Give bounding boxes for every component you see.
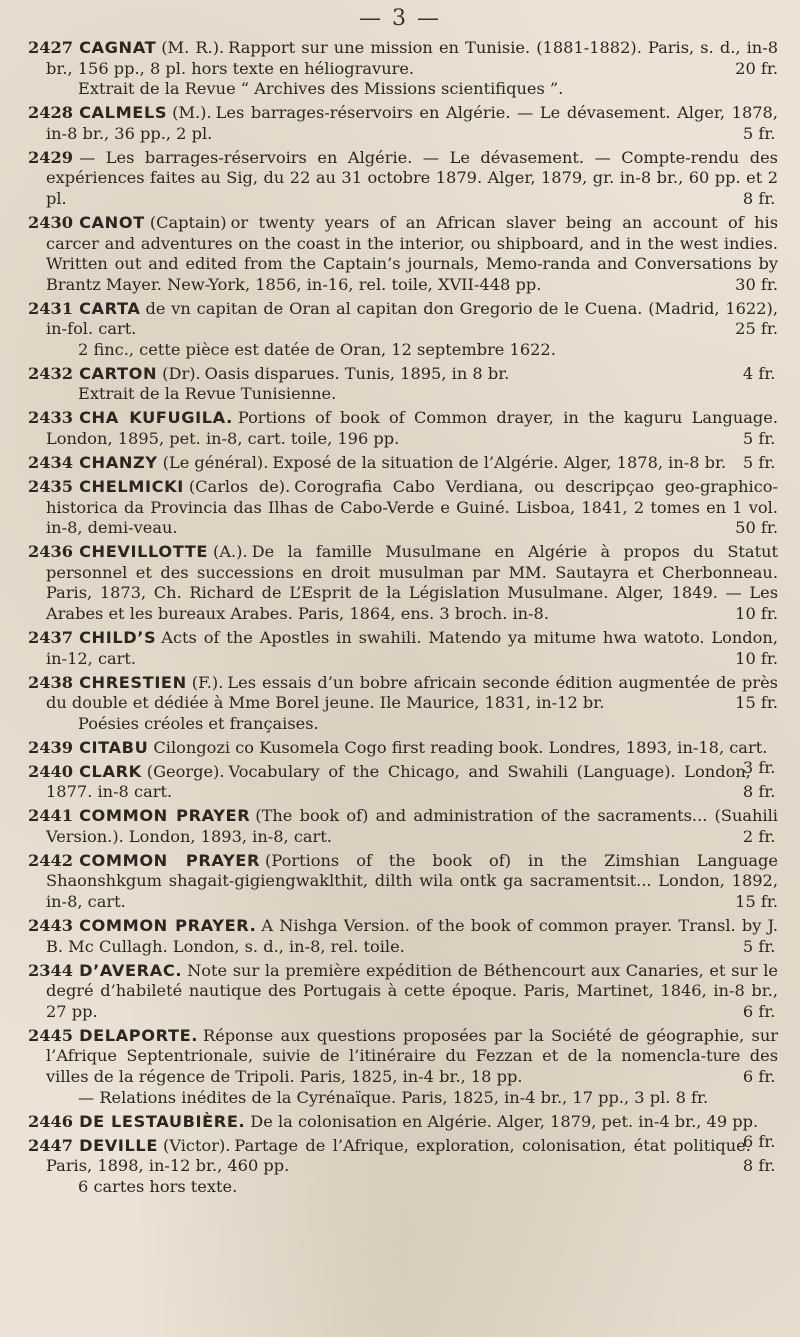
entry-price: 8 fr. bbox=[742, 188, 776, 208]
entry-price: 8 fr. bbox=[742, 782, 776, 802]
entry-author: CHA KUFUGILA. bbox=[79, 408, 233, 428]
entry-author: CHRESTIEN bbox=[79, 672, 187, 692]
catalog-entry bbox=[28, 38, 778, 100]
catalog-entry bbox=[28, 1026, 778, 1108]
entry-description: Portions of book of Common drayer, in the kaguru Language. London, 1895, pet. in-8, cart. toile, 196 pp. bbox=[46, 408, 778, 449]
entry-description: De la famille Musulmane en Algérie à propos du Statut personnel et des successions en droit musulman par MM. Sautayra et Cherbonneau. Paris, 1873, Ch. Richard de L’Esprit de la Législation Musulmane. Alger, 1849. — Les Arabes et les bureaux Arabes. Paris, 1864, ens. 3 broch. in-8. bbox=[46, 542, 778, 623]
entry-note: Poésies créoles et françaises. bbox=[78, 713, 319, 733]
catalog-entry bbox=[28, 542, 778, 624]
catalog-entry bbox=[28, 916, 778, 957]
entry-number: 2428 bbox=[28, 103, 74, 123]
entry-number: 2438 bbox=[28, 672, 74, 692]
entry-price: 5 fr. bbox=[742, 123, 776, 143]
entry-description: A Nishga Version. of the book of common prayer. Transl. by J. B. Mc Cullagh. London, s. d., in-8, rel. toile. bbox=[46, 916, 779, 956]
entry-description: Note sur la première expédition de Béthencourt aux Canaries, et sur le degré d’habileté nautique des Portugais à cette époque. Paris, Martinet, 1846, in-8 br., 27 pp. bbox=[46, 960, 778, 1021]
entry-number: 2432 bbox=[28, 363, 74, 383]
entry-author: CHELMICKI bbox=[79, 477, 184, 496]
entry-note: 6 cartes hors texte. bbox=[78, 1176, 238, 1196]
entry-note: Extrait de la Revue “ Archives des Missions scientifiques ”. bbox=[78, 79, 564, 99]
entry-description: De la colonisation en Algérie. Alger, 1879, pet. in-4 br., 49 pp. bbox=[250, 1111, 759, 1131]
entry-initials: (M. R.). bbox=[161, 38, 225, 57]
entry-number: 2427 bbox=[28, 38, 74, 57]
entry-price: 15 fr. bbox=[735, 892, 778, 912]
entry-author: CARTON bbox=[79, 363, 158, 383]
entry-description: Acts of the Apostles in swahili. Matendo ya mitume hwa watoto. London, in-12, cart. bbox=[46, 627, 778, 668]
entry-initials: (M.). bbox=[172, 103, 212, 123]
entry-note: — Relations inédites de la Cyrénaïque. Paris, 1825, in-4 br., 17 pp., 3 pl. 8 fr. bbox=[78, 1087, 709, 1107]
entry-number: 2442 bbox=[28, 850, 74, 870]
entry-note: Extrait de la Revue Tunisienne. bbox=[78, 384, 337, 404]
entry-price: 2 fr. bbox=[742, 826, 776, 846]
entry-author: COMMON PRAYER bbox=[79, 850, 261, 870]
entry-author: CHILD’S bbox=[79, 627, 157, 647]
entry-author: CHANZY bbox=[79, 453, 158, 473]
entry-description: (Portions of the book of) in the Zimshian Language Shaonshkgum shagait-gigiengwaklthit, dilth wila ontk ga sacramentsit... London, 1892, in-8, cart. bbox=[46, 850, 779, 912]
entry-description: Rapport sur une mission en Tunisie. (1881-1882). Paris, s. d., in-8 br., 156 pp., 8 pl. hors texte en héliogravure. bbox=[46, 38, 778, 78]
entry-author: DE LESTAUBIÈRE. bbox=[79, 1111, 246, 1131]
entry-description: Les essais d’un bobre africain seconde édition augmentée de près du double et dédiée à Mme Borel jeune. Ile Maurice, 1831, in-12 br. bbox=[46, 672, 778, 713]
entry-price: 15 fr. bbox=[735, 693, 778, 713]
entry-price: 30 fr. bbox=[735, 274, 778, 294]
entry-description: or twenty years of an African slaver being an account of his carcer and adventures on the coast in the interior, ou shipboard, and in the west indies. Written out and edited from the Captain’s journals, Memo-randa and Conversations by Brantz Mayer. New-York, 1856, in-16, rel. toile, XVII-448 pp. bbox=[46, 212, 778, 294]
entry-description: Partage de l’Afrique, exploration, colonisation, état politique. Paris, 1898, in-12 br., 460 pp. bbox=[46, 1135, 751, 1176]
catalog-entry bbox=[28, 364, 778, 405]
entry-author: CARTA bbox=[79, 298, 141, 318]
catalog-entry bbox=[28, 148, 778, 210]
entry-price: 6 fr. bbox=[742, 1066, 776, 1086]
entry-description: Cilongozi co Kusomela Cogo first reading book. Londres, 1893, in-18, cart. bbox=[153, 737, 768, 757]
entry-price: 10 fr. bbox=[735, 603, 778, 623]
entry-initials: (A.). bbox=[213, 542, 248, 562]
entry-number: 2447 bbox=[28, 1135, 74, 1155]
entry-author: CHEVILLOTTE bbox=[79, 542, 209, 562]
entry-price: 3 fr. bbox=[742, 758, 776, 778]
entry-number: 2440 bbox=[28, 761, 74, 781]
entry-initials: (Dr). bbox=[162, 363, 201, 383]
entry-number: 2437 bbox=[28, 627, 74, 647]
entry-price: 25 fr. bbox=[735, 319, 778, 339]
entry-initials: (George). bbox=[146, 761, 225, 781]
entry-initials: (Carlos de). bbox=[188, 477, 291, 496]
entry-number: 2430 bbox=[28, 212, 74, 232]
catalog-entry bbox=[28, 1136, 778, 1198]
entry-author: CAGNAT bbox=[79, 38, 157, 57]
entry-number: 2429 bbox=[28, 147, 74, 167]
entry-number: 2344 bbox=[28, 960, 74, 980]
entry-number: 2446 bbox=[28, 1111, 74, 1131]
catalog-entry bbox=[28, 103, 778, 144]
catalog-entry bbox=[28, 628, 778, 669]
entry-number: 2439 bbox=[28, 737, 74, 757]
entry-price: 50 fr. bbox=[735, 518, 778, 538]
entry-initials: (Captain) bbox=[149, 212, 227, 232]
entry-author: CANOT bbox=[79, 212, 145, 232]
catalog-entry bbox=[28, 213, 778, 295]
catalog-entry bbox=[28, 299, 778, 361]
entry-author: COMMON PRAYER. bbox=[79, 916, 257, 935]
entry-number: 2445 bbox=[28, 1025, 74, 1045]
entry-price: 6 fr. bbox=[742, 1132, 776, 1152]
entry-description: (The book of) and administration of the sacraments... (Suahili Version.). London, 1893, in-8, cart. bbox=[46, 806, 778, 846]
entry-price: 8 fr. bbox=[742, 1156, 776, 1176]
entry-description: Les barrages-réservoirs en Algérie. — Le dévasement. Alger, 1878, in-8 br., 36 pp., 2 pl. bbox=[46, 103, 778, 143]
entry-number: 2431 bbox=[28, 298, 74, 318]
entry-author: DEVILLE bbox=[79, 1135, 158, 1155]
entry-number: 2434 bbox=[28, 453, 74, 473]
entry-description: de vn capitan de Oran al capitan don Gregorio de le Cuena. (Madrid, 1622), in-fol. cart. bbox=[46, 298, 778, 339]
catalog-list bbox=[28, 38, 778, 1201]
entry-price: 5 fr. bbox=[742, 936, 776, 956]
entry-number: 2441 bbox=[28, 806, 74, 826]
entry-number: 2435 bbox=[28, 477, 74, 496]
catalog-entry bbox=[28, 477, 778, 539]
entry-initials: (Victor). bbox=[163, 1135, 231, 1155]
entry-price: 10 fr. bbox=[735, 648, 778, 668]
entry-number: 2443 bbox=[28, 916, 74, 935]
catalog-entry bbox=[28, 961, 778, 1023]
entry-author: D’AVERAC. bbox=[79, 960, 183, 980]
entry-initials: (Le général). bbox=[162, 453, 269, 473]
catalog-entry bbox=[28, 762, 778, 803]
entry-author: COMMON PRAYER bbox=[79, 806, 251, 826]
catalog-entry bbox=[28, 851, 778, 913]
catalog-entry bbox=[28, 673, 778, 735]
entry-description: Réponse aux questions proposées par la Société de géographie, sur l’Afrique Septentrionale, suivie de l’itinéraire du Fezzan et de la nomencla-ture des villes de la régence de Tripoli. Paris, 1825, in-4 br., 18 pp. bbox=[46, 1025, 778, 1086]
entry-description: Vocabulary of the Chicago, and Swahili (Language). London, 1877. in-8 cart. bbox=[46, 761, 751, 802]
entry-note: 2 finc., cette pièce est datée de Oran, 12 septembre 1622. bbox=[78, 339, 556, 359]
entry-description: — Les barrages-réservoirs en Algérie. — Le dévasement. — Compte-rendu des expériences faites au Sig, du 22 au 31 octobre 1879. Alger, 1879, gr. in-8 br., 60 pp. et 2 pl. bbox=[46, 147, 778, 208]
entry-initials: (F.). bbox=[191, 672, 224, 692]
entry-author: CITABU bbox=[79, 737, 149, 757]
entry-price: 20 fr. bbox=[735, 58, 778, 78]
entry-author: DELAPORTE. bbox=[79, 1025, 199, 1045]
entry-description: Corografia Cabo Verdiana, ou descripçao geo-graphico-historica da Provincia das Ilhas de Cabo-Verde e Guiné. Lisboa, 1841, 2 tomes en 1 vol. in-8, demi-veau. bbox=[46, 477, 778, 538]
catalog-entry bbox=[28, 453, 778, 474]
entry-price: 5 fr. bbox=[742, 429, 776, 449]
entry-author: CALMELS bbox=[79, 103, 168, 123]
entry-author: CLARK bbox=[79, 761, 142, 781]
entry-number: 2433 bbox=[28, 408, 74, 428]
entry-price: 4 fr. bbox=[742, 363, 776, 383]
catalog-entry bbox=[28, 408, 778, 449]
entry-description: Oasis disparues. Tunis, 1895, in 8 br. bbox=[204, 363, 510, 383]
entry-number: 2436 bbox=[28, 542, 74, 562]
entry-price: 6 fr. bbox=[742, 1001, 776, 1021]
page-number: — 3 — bbox=[359, 6, 441, 31]
entry-description: Exposé de la situation de l’Algérie. Alger, 1878, in-8 br. bbox=[272, 453, 727, 473]
catalog-entry bbox=[28, 806, 778, 847]
entry-price: 5 fr. bbox=[742, 453, 776, 473]
